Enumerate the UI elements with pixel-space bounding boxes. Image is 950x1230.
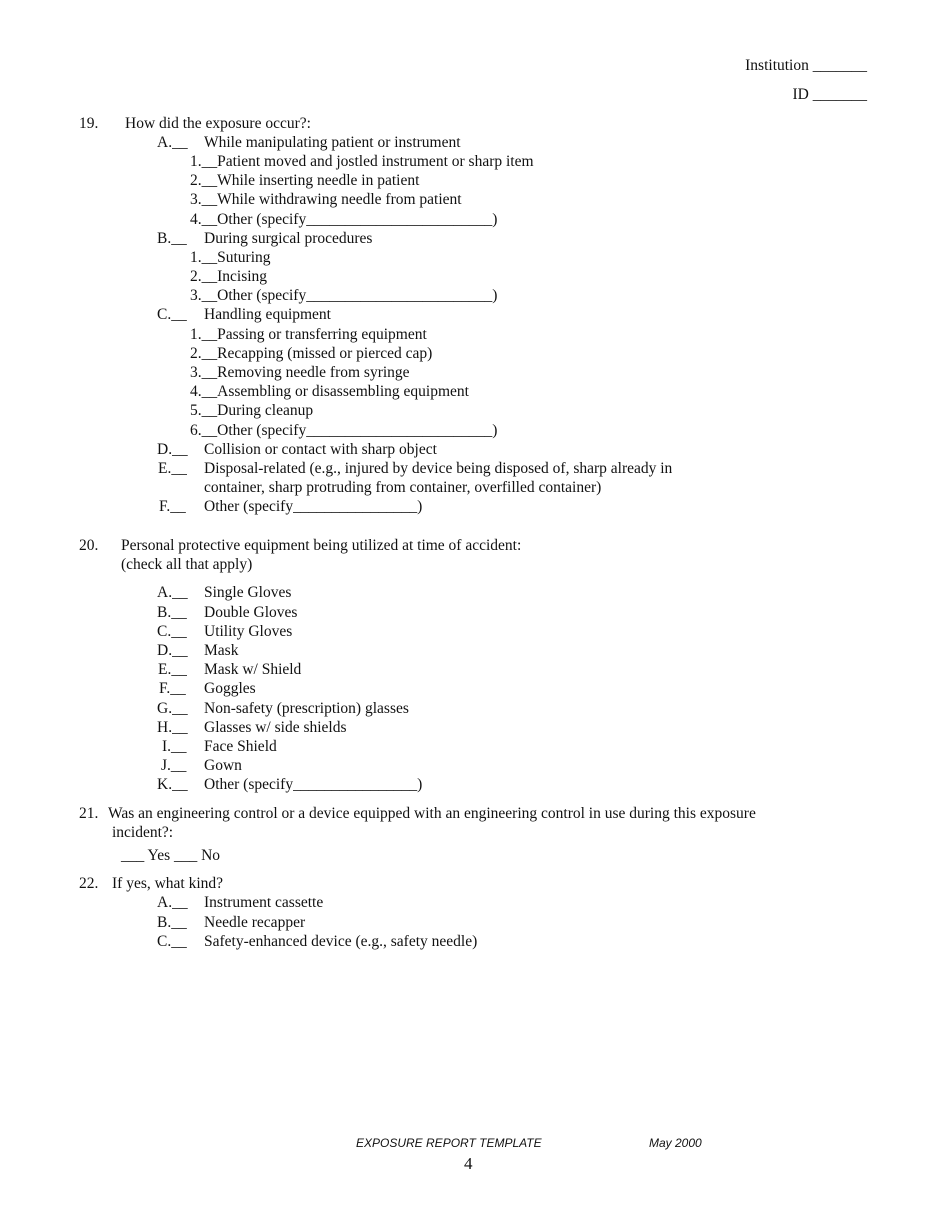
q19-option-a-checkbox[interactable]: A.__ [157, 134, 188, 151]
q19-a4-option[interactable]: 4.__Other (specify________________________) [190, 211, 498, 228]
q20-option-i-label: Face Shield [204, 738, 277, 755]
q19-c1-option[interactable]: 1.__Passing or transferring equipment [190, 326, 427, 343]
q19-a1-option[interactable]: 1.__Patient moved and jostled instrument or sharp item [190, 153, 534, 170]
q20-option-k-label: Other (specify________________) [204, 776, 423, 793]
q20-option-h-label: Glasses w/ side shields [204, 719, 347, 736]
q20-option-a-label: Single Gloves [204, 584, 292, 601]
q19-b3-option[interactable]: 3.__Other (specify________________________) [190, 287, 498, 304]
q19-c5-option[interactable]: 5.__During cleanup [190, 402, 314, 419]
q19-option-c-label: Handling equipment [204, 306, 331, 323]
q22-option-a-label: Instrument cassette [204, 894, 324, 911]
question-20-note: (check all that apply) [121, 556, 253, 573]
q20-option-g-checkbox[interactable]: G.__ [157, 700, 188, 717]
q19-option-f-label: Other (specify________________) [204, 498, 423, 515]
q19-c4-option[interactable]: 4.__Assembling or disassembling equipment [190, 383, 469, 400]
q20-option-j-checkbox[interactable]: J.__ [161, 757, 187, 774]
q20-option-e-label: Mask w/ Shield [204, 661, 302, 678]
q19-option-b-checkbox[interactable]: B.__ [157, 230, 187, 247]
q19-option-e-label-line1: Disposal-related (e.g., injured by device being disposed of, sharp already in [204, 460, 673, 477]
q19-option-e-checkbox[interactable]: E.__ [158, 460, 187, 477]
q20-option-c-label: Utility Gloves [204, 623, 293, 640]
q20-option-i-checkbox[interactable]: I.__ [162, 738, 187, 755]
question-21-number: 21. [79, 805, 99, 822]
q20-option-a-checkbox[interactable]: A.__ [157, 584, 188, 601]
page-number: 4 [464, 1154, 473, 1173]
q22-option-b-checkbox[interactable]: B.__ [157, 914, 187, 931]
q22-option-a-checkbox[interactable]: A.__ [157, 894, 188, 911]
q19-option-c-checkbox[interactable]: C.__ [157, 306, 187, 323]
q19-b2-option[interactable]: 2.__Incising [190, 268, 268, 285]
q22-option-b-label: Needle recapper [204, 914, 306, 931]
question-20-number: 20. [79, 537, 99, 554]
id-field[interactable]: ID _______ [792, 86, 867, 103]
q20-option-d-checkbox[interactable]: D.__ [157, 642, 188, 659]
question-21-text-line1: Was an engineering control or a device equipped with an engineering control in use during this exposure [108, 805, 756, 822]
question-20-text: Personal protective equipment being utilized at time of accident: [121, 537, 522, 554]
q19-a2-option[interactable]: 2.__While inserting needle in patient [190, 172, 420, 189]
question-19-number: 19. [79, 115, 99, 132]
q20-option-b-label: Double Gloves [204, 604, 298, 621]
q20-option-f-checkbox[interactable]: F.__ [159, 680, 186, 697]
q19-a3-option[interactable]: 3.__While withdrawing needle from patient [190, 191, 462, 208]
q19-b1-option[interactable]: 1.__Suturing [190, 249, 271, 266]
q19-option-b-label: During surgical procedures [204, 230, 373, 247]
question-22-text: If yes, what kind? [112, 875, 224, 892]
q20-option-d-label: Mask [204, 642, 239, 659]
q19-c3-option[interactable]: 3.__Removing needle from syringe [190, 364, 410, 381]
q20-option-f-label: Goggles [204, 680, 256, 697]
q19-option-e-label-line2: container, sharp protruding from container, overfilled container) [204, 479, 602, 496]
q19-option-a-label: While manipulating patient or instrument [204, 134, 461, 151]
q19-c6-option[interactable]: 6.__Other (specify________________________) [190, 422, 498, 439]
q20-option-g-label: Non-safety (prescription) glasses [204, 700, 409, 717]
institution-field[interactable]: Institution _______ [745, 57, 867, 74]
q19-c2-option[interactable]: 2.__Recapping (missed or pierced cap) [190, 345, 433, 362]
question-22-number: 22. [79, 875, 99, 892]
q20-option-h-checkbox[interactable]: H.__ [157, 719, 188, 736]
q20-option-k-checkbox[interactable]: K.__ [157, 776, 188, 793]
question-21-text-line2: incident?: [112, 824, 174, 841]
q22-option-c-checkbox[interactable]: C.__ [157, 933, 187, 950]
q21-yes-no-field[interactable]: ___ Yes ___ No [121, 847, 221, 864]
q20-option-j-label: Gown [204, 757, 242, 774]
footer-date: May 2000 [649, 1136, 702, 1150]
q19-option-f-checkbox[interactable]: F.__ [159, 498, 186, 515]
q20-option-b-checkbox[interactable]: B.__ [157, 604, 187, 621]
footer-title: EXPOSURE REPORT TEMPLATE [356, 1136, 542, 1150]
q22-option-c-label: Safety-enhanced device (e.g., safety needle) [204, 933, 478, 950]
q20-option-e-checkbox[interactable]: E.__ [158, 661, 187, 678]
q20-option-c-checkbox[interactable]: C.__ [157, 623, 187, 640]
question-19-text: How did the exposure occur?: [125, 115, 311, 132]
q19-option-d-checkbox[interactable]: D.__ [157, 441, 188, 458]
q19-option-d-label: Collision or contact with sharp object [204, 441, 437, 458]
